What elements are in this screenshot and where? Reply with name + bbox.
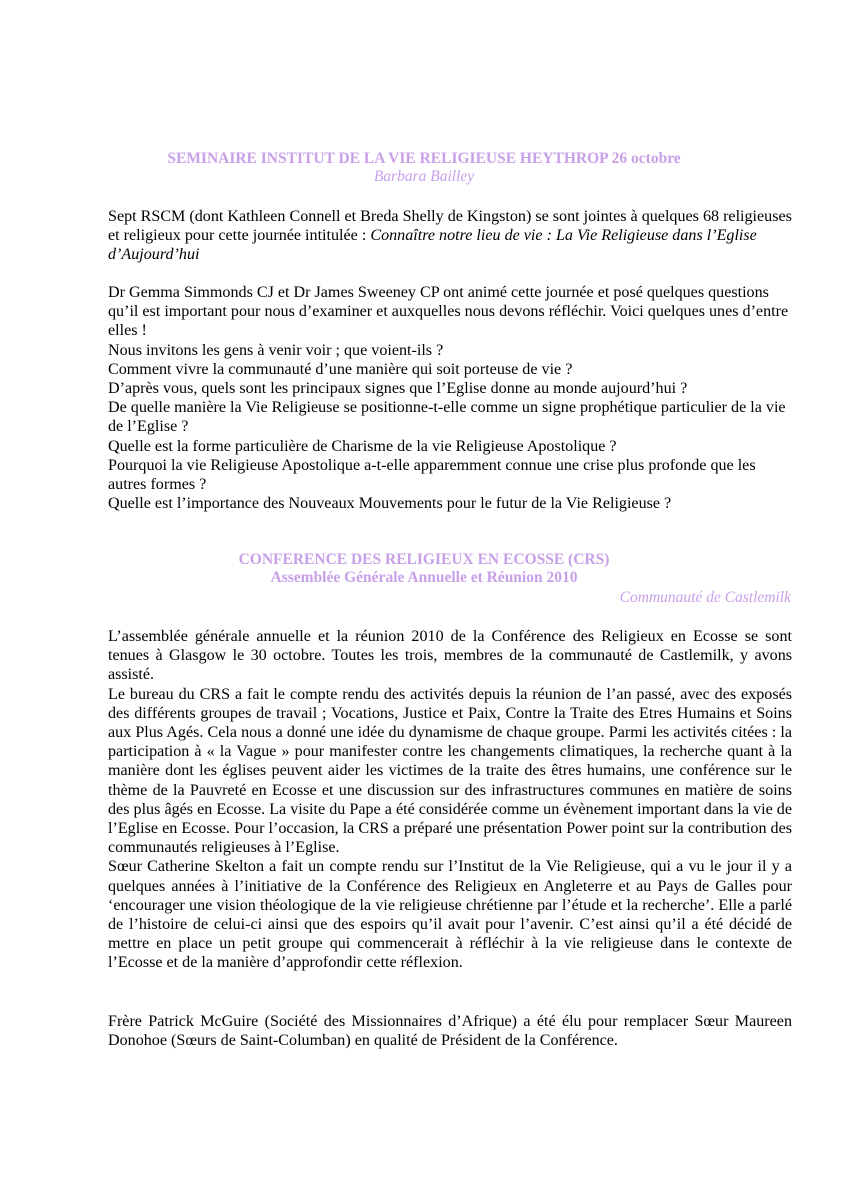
question-line: Dr Gemma Simmonds CJ et Dr James Sweeney CP ont animé cette journée et posé quelques questions qu’il est important pour nous d’examiner et auxquelles nous devons réfléchir. Voici quelques unes d’entre elles ! <box>108 284 789 340</box>
body-paragraph: Sœur Catherine Skelton a fait un compte rendu sur l’Institut de la Vie Religieuse, qui a vu le jour il y a quelques années à l’initiative de la Conférence des Religieux en Angleterre et au Pays de Galles pour ‘encourager une vision théologique de la vie religieuse chrétienne par l’étude et la recherche’. Elle a parlé de l’histoire de celui-ci ainsi que des espoirs qu’il avait pour l’avenir. C’est ainsi qu’il a été décidé de mettre en place un petit groupe qui commencerait à réfléchir à la vie religieuse dans le contexte de l’Ecosse et de la manière d’approfondir cette réflexion. <box>108 858 792 972</box>
section1-intro <box>108 207 792 265</box>
question-line: D’après vous, quels sont les principaux signes que l’Eglise donne au monde aujourd’hui ? <box>108 380 688 398</box>
section1-author: Barbara Bailley <box>373 168 475 185</box>
question-line: Quelle est l’importance des Nouveaux Mouvements pour le futur de la Vie Religieuse ? <box>108 495 672 513</box>
question-line: De quelle manière la Vie Religieuse se positionne-t-elle comme un signe prophétique particulier de la vie de l’Eglise ? <box>108 399 786 436</box>
section1-intro-text: Sept RSCM (dont Kathleen Connell et Breda Shelly de Kingston) se sont jointes à quelques 68 religieuses et religieux pour cette journée intitulée : <box>108 208 792 245</box>
section1-questions <box>108 283 792 513</box>
question-line: Pourquoi la vie Religieuse Apostolique a-t-elle apparemment connue une crise plus profonde que les autres formes ? <box>108 456 756 494</box>
section1-intro-title: Connaître notre lieu de vie : La Vie Religieuse dans l’Eglise d’Aujourd’hui <box>108 227 757 264</box>
section2-body <box>108 627 792 973</box>
section1-intro-paragraph <box>108 207 792 265</box>
question-line: Nous invitons les gens à venir voir ; que voient-ils ? <box>108 341 444 359</box>
section2-closing <box>108 1012 792 1050</box>
body-paragraph: L’assemblée générale annuelle et la réunion 2010 de la Conférence des Religieux en Ecosse se sont tenues à Glasgow le 30 octobre. Toutes les trois, membres de la communauté de Castlemilk, y avons assisté. <box>108 628 792 684</box>
question-line: Comment vivre la communauté d’une manière qui soit porteuse de vie ? <box>108 360 573 378</box>
section2-subtitle: Assemblée Générale Annuelle et Réunion 2010 <box>270 569 578 586</box>
question-line: Quelle est la forme particulière de Charisme de la vie Religieuse Apostolique ? <box>108 437 617 455</box>
section1-title: SEMINAIRE INSTITUT DE LA VIE RELIGIEUSE HEYTHROP 26 octobre <box>167 150 681 167</box>
closing-paragraph: Frère Patrick McGuire (Société des Missionnaires d’Afrique) a été élu pour remplacer Sœur Maureen Donohoe (Sœurs de Saint-Columban) en qualité de Président de la Conférence. <box>108 1013 792 1050</box>
section2-title: CONFERENCE DES RELIGIEUX EN ECOSSE (CRS) <box>238 551 610 568</box>
section2-author: Communauté de Castlemilk <box>619 589 791 606</box>
body-paragraph: Le bureau du CRS a fait le compte rendu des activités depuis la réunion de l’an passé, avec des exposés des différents groupes de travail ; Vocations, Justice et Paix, Contre la Traite des Etres Humains et Soins aux Plus Agés. Cela nous a donné une idée du dynamisme de chaque groupe. Parmi les activités citées : la participation à « la Vague » pour manifester contre les changements climatiques, la recherche quant à la manière dont les églises peuvent aider les victimes de la traite des êtres humains, une conférence sur le thème de la Pauvreté en Ecosse et une discussion sur des infrastructures communes en matière de soins des plus âgés en Ecosse. La visite du Pape a été considérée comme un évènement important dans la vie de l’Eglise en Ecosse. Pour l’occasion, la CRS a préparé une présentation Power point sur la contribution des communautés religieuses à l’Eglise. <box>108 685 792 857</box>
